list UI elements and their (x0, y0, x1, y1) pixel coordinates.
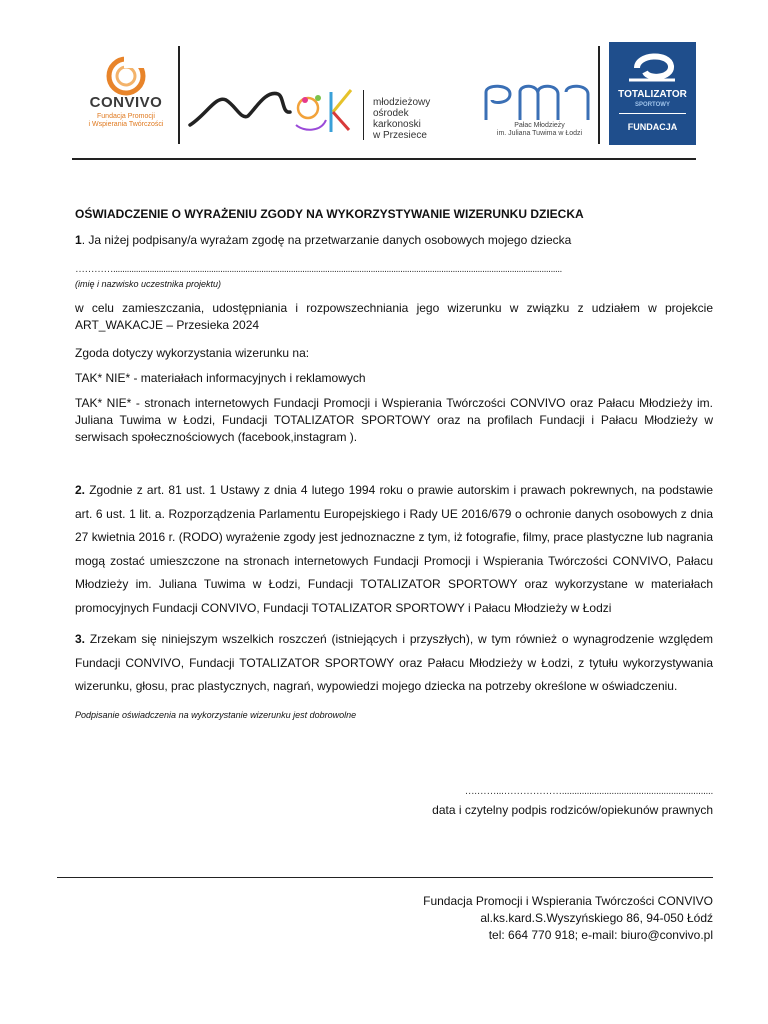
mok-text: młodzieżowy ośrodek karkonoski w Przesiece (373, 97, 431, 141)
totalizator-rule (619, 113, 686, 114)
consent-option-1: TAK* NIE* - materiałach informacyjnych i reklamowych (75, 371, 366, 385)
totalizator-sub: SPORTOWY (635, 102, 670, 108)
convivo-logo (78, 52, 174, 142)
totalizator-logo (609, 42, 696, 145)
mok-mountain-icon (186, 70, 366, 145)
convivo-swirl-icon (78, 52, 174, 96)
document-title: OŚWIADCZENIE O WYRAŻENIU ZGODY NA WYKORZYSTYWANIE WIZERUNKU DZIECKA (75, 207, 584, 221)
paragraph-2: 2. Zgodnie z art. 81 ust. 1 Ustawy z dnia 4 lutego 1994 roku o prawie autorskim i prawach pokrewnych, na podstawie art. 6 ust. 1 lit. a. Rozporządzenia Parlamentu Europejskiego i Rady UE 2016/679 o ochronie danych osobowych z dnia 27 kwietnia 2016 r. (RODO) wyrażenie zgody jest jednoznaczne z tym, iż fotografie, filmy, prace plastyczne lub nagrania mogą zostać umieszczone na stronach internetowych Fundacji Promocji i Wspierania Twórczości CONVIVO, Pałacu Młodzieży im. Juliana Tuwima w Łodzi, Fundacji TOTALIZATOR SPORTOWY oraz wykorzystane w materiałach promocyjnych Fundacji CONVIVO, Fundacji TOTALIZATOR SPORTOWY i Pałacu Młodzieży w Łodzi (75, 483, 713, 615)
header-rule (72, 158, 696, 160)
convivo-subtitle: Fundacja Promocji i Wspierania Twórczości (88, 113, 164, 128)
mok-logo (186, 70, 366, 150)
pm-monogram-icon (482, 78, 597, 122)
paragraph-3: 3. Zrzekam się niniejszym wszelkich roszczeń (istniejących i przyszłych), w tym również o wynagrodzenie względem Fundacji CONVIVO, Fundacji TOTALIZATOR SPORTOWY oraz Pałacu Młodzieży w Łodzi, z tytułu wykorzystywania wizerunku, głosu, prac plastycznych, nagrań, wypowiedzi mojego dziecka na potrzeby określone w oświadczeniu. (75, 632, 713, 693)
signature-line: ….……...………………............................................................. (464, 786, 713, 797)
totalizator-title: TOTALIZATOR (618, 89, 687, 100)
palac-logo (482, 78, 597, 127)
footer-contact-line: tel: 664 770 918; e-mail: biuro@convivo.pl (488, 928, 713, 942)
purpose-text: w celu zamieszczania, udostępniania i rozpowszechniania jego wizerunku w związku z udziałem w projekcie ART_WAKACJE – Przesieka 2024 (75, 301, 713, 332)
header-divider (178, 46, 180, 144)
palac-caption: Pałac Młodzieży im. Juliana Tuwima w Łodzi (496, 122, 583, 137)
paragraph-1: 1. Ja niżej podpisany/a wyrażam zgodę na przetwarzanie danych osobowych mojego dziecka (75, 233, 572, 247)
footer-org: Fundacja Promocji i Wspierania Twórczości CONVIVO (423, 894, 713, 908)
totalizator-emblem-icon (609, 44, 696, 88)
footer-contact (423, 893, 713, 944)
signature-caption: data i czytelny podpis rodziców/opiekunów prawnych (432, 803, 713, 817)
child-name-line: …………..................................................................................................................................................................................................... (75, 264, 562, 275)
voluntary-note: Podpisanie oświadczenia na wykorzystanie wizerunku jest dobrowolne (75, 710, 357, 720)
consent-option-2: TAK* NIE* - stronach internetowych Fundacji Promocji i Wspierania Twórczości CONVIVO oraz Pałacu Młodzieży im. Juliana Tuwima w Łodzi, Fundacji TOTALIZATOR SPORTOWY oraz na profilach Fundacji i Pałacu Młodzieży w serwisach społecznościowych (facebook,instagram ). (75, 396, 713, 444)
totalizator-fund: FUNDACJA (627, 122, 678, 132)
consent-intro: Zgoda dotyczy wykorzystania wizerunku na: (75, 346, 310, 360)
footer-rule (57, 877, 713, 878)
footer-address: al.ks.kard.S.Wyszyńskiego 86, 94-050 Łódź (480, 911, 713, 925)
child-name-caption: (imię i nazwisko uczestnika projektu) (75, 279, 222, 289)
mok-divider (363, 90, 364, 140)
header-divider-right (598, 46, 600, 144)
convivo-name: CONVIVO (89, 94, 163, 111)
